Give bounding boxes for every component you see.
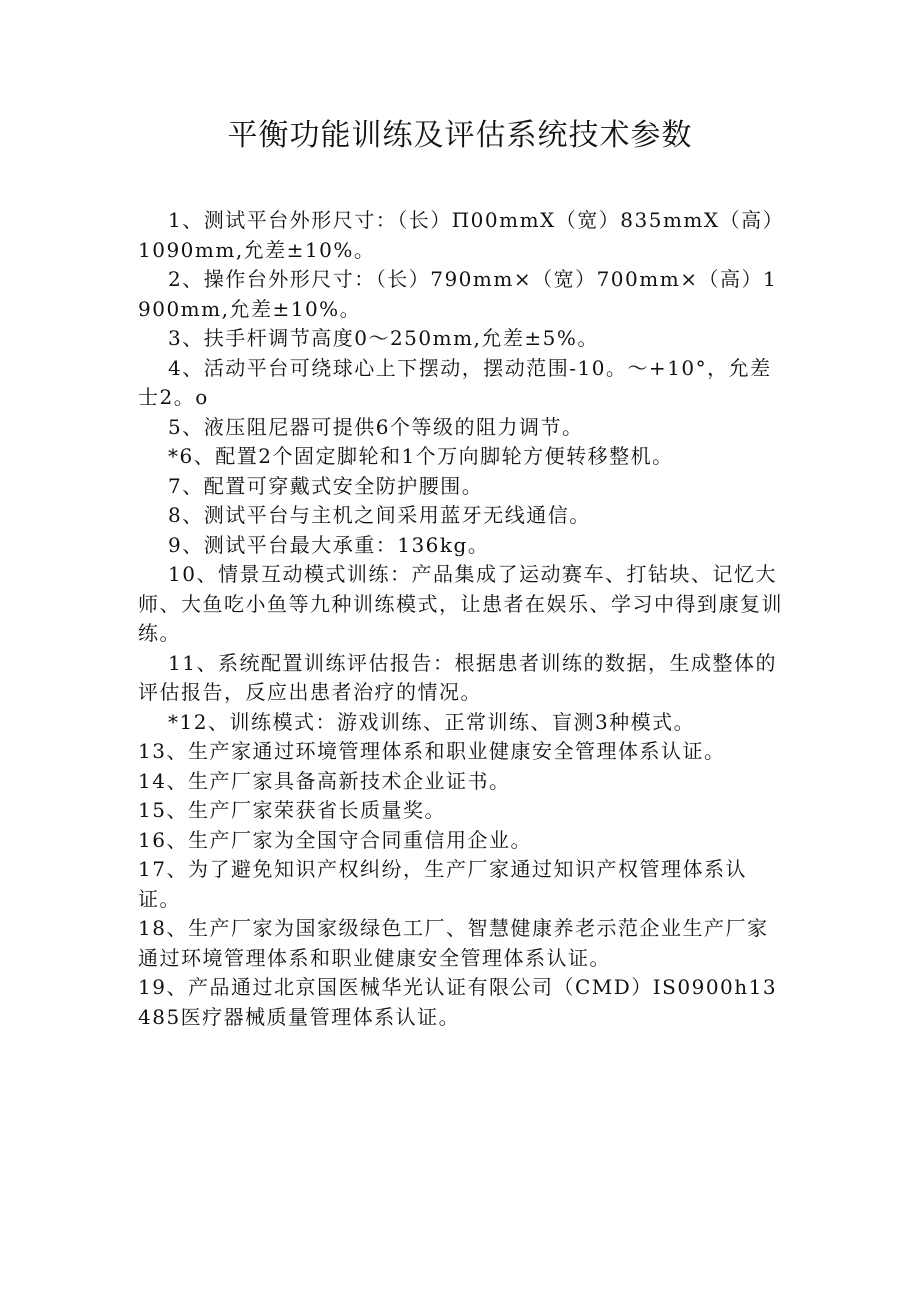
spec-item-2: 2、操作台外形尺寸：（长）790mm×（宽）700mm×（高）1900mm,允差±10%。 [138, 267, 778, 321]
spec-item-8: 8、测试平台与主机之间采用蓝牙无线通信。 [168, 503, 591, 527]
spec-item-17: 17、为了避免知识产权纠纷，生产厂家通过知识产权管理体系认证。 [138, 857, 747, 911]
spec-item-18: 18、生产厂家为国家级绿色工厂、智慧健康养老示范企业生产厂家通过环境管理体系和职业健康安全管理体系认证。 [138, 916, 769, 970]
spec-list [138, 206, 783, 1032]
spec-item-10: 10、情景互动模式训练：产品集成了运动赛车、打钻块、记忆大师、大鱼吃小鱼等九种训练模式，让患者在娱乐、学习中得到康复训练。 [138, 562, 783, 645]
spec-item-5: 5、液压阻尼器可提供6个等级的阻力调节。 [168, 414, 584, 439]
spec-item-4: 4、活动平台可绕球心上下摆动，摆动范围-10。～+10°，允差士2。o [138, 355, 772, 409]
spec-item-6: *6、配置2个固定脚轮和1个万向脚轮方便转移整机。 [168, 444, 674, 468]
spec-item-7: 7、配置可穿戴式安全防护腰围。 [168, 473, 484, 498]
spec-item-9: 9、测试平台最大承重：136kg。 [168, 532, 490, 557]
spec-item-15: 15、生产厂家荣获省长质量奖。 [138, 798, 446, 822]
spec-item-16: 16、生产厂家为全国守合同重信用企业。 [138, 827, 532, 852]
spec-item-11: 11、系统配置训练评估报告：根据患者训练的数据，生成整体的评估报告，反应出患者治疗的情况。 [138, 650, 777, 704]
spec-item-1: 1、测试平台外形尺寸：（长）Π00mmX（宽）835mmX（高）1090mm,允差±10%。 [138, 208, 775, 262]
document-title: 平衡功能训练及评估系统技术参数 [227, 118, 693, 153]
spec-item-19: 19、产品通过北京国医械华光认证有限公司（CMD）IS0900h13485医疗器械质量管理体系认证。 [138, 975, 778, 1029]
spec-item-3: 3、扶手杆调节高度0～250mm,允差±5%。 [168, 326, 599, 350]
spec-item-12: *12、训练模式：游戏训练、正常训练、盲测3种模式。 [168, 709, 696, 734]
spec-item-14: 14、生产厂家具备高新技术企业证书。 [138, 768, 511, 793]
spec-item-13: 13、生产家通过环境管理体系和职业健康安全管理体系认证。 [138, 739, 726, 763]
